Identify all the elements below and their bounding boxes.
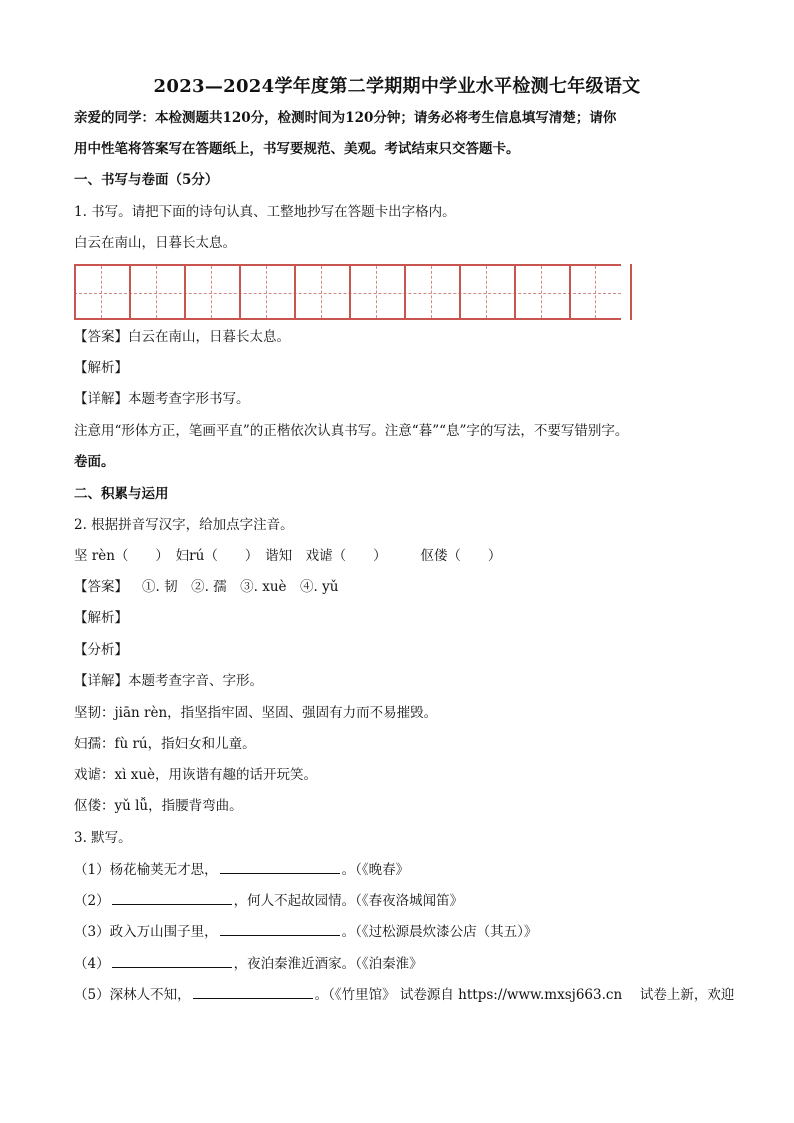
q2-exp-4: 伛偻：yǔ lǚ，指腰背弯曲。 xyxy=(74,798,243,814)
q3-3-prefix: （3）政入万山围子里， xyxy=(74,924,218,940)
intro-line-1: 亲爱的同学：本检测题共120分，检测时间为120分钟；请务必将考生信息填写清楚；请你 xyxy=(74,110,617,126)
q3-1-suffix: 。（《晚春》 xyxy=(341,862,410,878)
grid-guide xyxy=(266,266,267,318)
q3-5-prefix: （5）深林人不知， xyxy=(74,987,191,1003)
q1-note: 注意用“形体方正，笔画平直”的正楷依次认真书写。注意“暮”“息”字的写法，不要写错别字。 xyxy=(74,423,629,439)
q3-4-prefix: （4） xyxy=(74,956,110,972)
grid-guide xyxy=(101,266,102,318)
grid-guide xyxy=(541,266,542,318)
q2-exp-3: 戏谑：xì xuè，用诙谐有趣的话开玩笑。 xyxy=(74,767,318,783)
q2-fenxi: 【分析】 xyxy=(74,642,128,658)
q3-stem: 3. 默写。 xyxy=(74,830,132,846)
blank-line xyxy=(220,921,340,936)
q3-item-1 xyxy=(74,859,409,880)
page-title: 2023—2024学年度第二学期期中学业水平检测七年级语文 xyxy=(153,76,641,97)
q2-detail: 【详解】本题考查字音、字形。 xyxy=(74,673,263,689)
grid-guide xyxy=(431,266,432,318)
q3-1-prefix: （1）杨花榆荚无才思， xyxy=(74,862,218,878)
q1-detail: 【详解】本题考查字形书写。 xyxy=(74,391,250,407)
blank-line xyxy=(193,984,313,999)
q2-stem: 2. 根据拼音写汉字，给加点字注音。 xyxy=(74,517,294,533)
grid-guide xyxy=(486,266,487,318)
q2-answer-label: 【答案】 xyxy=(74,579,128,595)
grid-end-line xyxy=(630,264,632,320)
q3-item-3 xyxy=(74,921,537,942)
blank-line xyxy=(112,890,232,905)
q2-exp-2: 妇孺：fù rú，指妇女和儿童。 xyxy=(74,736,256,752)
q2-answer: ①. 韧 ②. 孺 ③. xuè ④. yǔ xyxy=(142,579,339,595)
grid-guide xyxy=(156,266,157,318)
grid-guide xyxy=(376,266,377,318)
q3-3-suffix: 。（《过松源晨炊漆公店（其五）》 xyxy=(341,924,538,940)
q1-stem: 1. 书写。请把下面的诗句认真、工整地抄写在答题卡出字格内。 xyxy=(74,204,456,220)
grid-guide xyxy=(321,266,322,318)
q3-2-suffix: ，何人不起故园情。（《春夜洛城闻笛》 xyxy=(233,893,464,909)
q3-2-prefix: （2） xyxy=(74,893,110,909)
grid-guide xyxy=(595,266,596,318)
q3-item-5 xyxy=(74,984,734,1005)
q1-poem: 白云在南山，日暮长太息。 xyxy=(74,235,236,251)
q2-exp-1: 坚韧：jiān rèn，指坚指牢固、坚固、强固有力而不易摧毁。 xyxy=(74,705,438,721)
grid-guide xyxy=(211,266,212,318)
intro-line-2: 用中性笔将答案写在答题纸上，书写要规范、美观。考试结束只交答题卡。 xyxy=(74,141,520,157)
writing-grid xyxy=(74,264,621,320)
section2-heading: 二、积累与运用 xyxy=(74,486,169,502)
q3-5-suffix: 。（《竹里馆》 试卷源自 https://www.mxsj663.cn 试卷上新，欢迎 xyxy=(314,987,735,1003)
q3-4-suffix: ，夜泊秦淮近酒家。（《泊秦淮》 xyxy=(233,956,423,972)
q1-answer: 【答案】白云在南山，日暮长太息。 xyxy=(74,329,290,345)
section1-heading: 一、书写与卷面（5分） xyxy=(74,172,219,188)
q2-items: 坚 rèn（ ） 妇rú（ ） 谐知 戏谑（ ） 伛偻（ ） xyxy=(74,548,502,564)
q2-answer-row xyxy=(74,577,338,597)
q1-jiexi: 【解析】 xyxy=(74,360,128,376)
q2-jiexi: 【解析】 xyxy=(74,610,128,626)
q3-item-2 xyxy=(74,890,463,911)
blank-line xyxy=(220,859,340,874)
q3-item-4 xyxy=(74,953,423,974)
blank-line xyxy=(112,953,232,968)
juanmian: 卷面。 xyxy=(74,454,115,470)
